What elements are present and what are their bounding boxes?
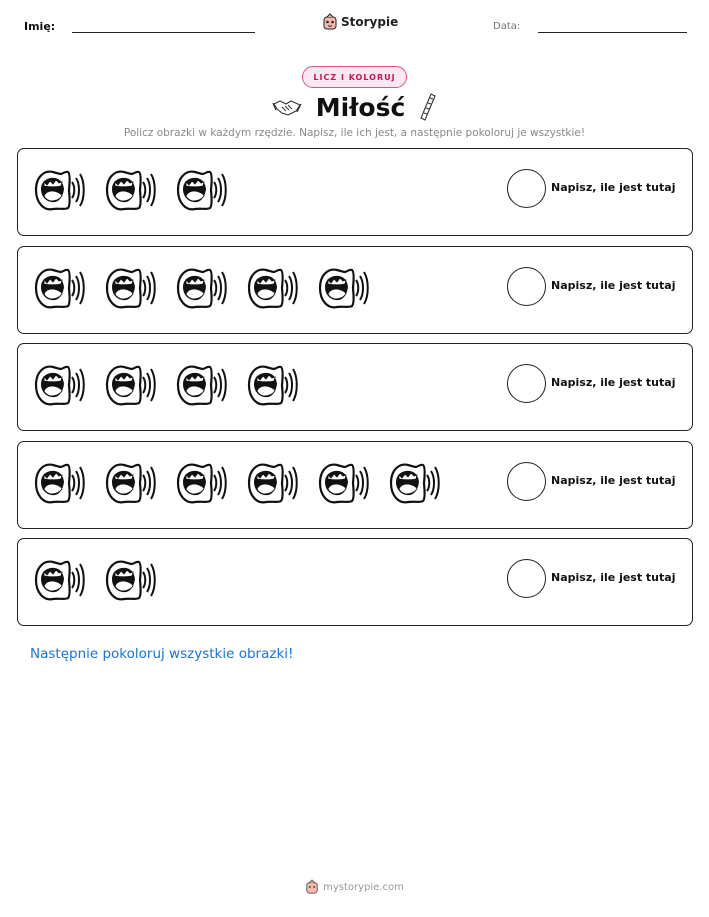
footer-note: Następnie pokoloruj wszystkie obrazki! <box>30 646 294 662</box>
row-icons <box>31 263 369 313</box>
speaking-mouth-icon <box>31 458 85 508</box>
speaking-mouth-icon <box>102 165 156 215</box>
speaking-mouth-icon <box>173 165 227 215</box>
counting-row <box>17 343 693 431</box>
name-line <box>72 32 255 33</box>
answer-circle[interactable] <box>507 169 546 208</box>
site-url: mystorypie.com <box>323 881 404 893</box>
answer-circle[interactable] <box>507 559 546 598</box>
speaking-mouth-icon <box>102 555 156 605</box>
answer-circle[interactable] <box>507 267 546 306</box>
speaking-mouth-icon <box>173 360 227 410</box>
answer-label: Napisz, ile jest tutaj <box>551 181 676 194</box>
answer-circle[interactable] <box>507 364 546 403</box>
brand-logo <box>322 12 398 32</box>
title-row <box>0 89 709 125</box>
handshake-icon <box>272 96 302 118</box>
storypie-mascot-icon <box>322 13 338 31</box>
counting-row <box>17 246 693 334</box>
answer-circle[interactable] <box>507 462 546 501</box>
answer-label: Napisz, ile jest tutaj <box>551 473 676 487</box>
speaking-mouth-icon <box>315 458 369 508</box>
row-icons <box>31 165 227 215</box>
worksheet-header <box>0 0 709 50</box>
speaking-mouth-icon <box>31 165 85 215</box>
date-line <box>538 32 687 33</box>
name-label: Imię: <box>24 20 56 33</box>
speaking-mouth-icon <box>31 555 85 605</box>
row-icons <box>31 458 440 508</box>
answer-label: Napisz, ile jest tutaj <box>551 278 676 292</box>
speaking-mouth-icon <box>315 263 369 313</box>
answer-label: Napisz, ile jest tutaj <box>551 376 676 390</box>
row-icons <box>31 360 298 410</box>
activity-tag: LICZ I KOLORUJ <box>302 66 407 88</box>
row-icons <box>31 555 156 605</box>
speaking-mouth-icon <box>244 263 298 313</box>
counting-row <box>17 538 693 626</box>
speaking-mouth-icon <box>173 458 227 508</box>
instructions: Policz obrazki w każdym rzędzie. Napisz, ile ich jest, a następnie pokoloruj je wszystkie! <box>123 127 586 139</box>
counting-row <box>17 441 693 529</box>
speaking-mouth-icon <box>102 458 156 508</box>
speaking-mouth-icon <box>244 458 298 508</box>
speaking-mouth-icon <box>102 360 156 410</box>
answer-label: Napisz, ile jest tutaj <box>551 571 676 585</box>
date-label: Data: <box>493 21 521 32</box>
ribbon-icon <box>419 92 437 122</box>
storypie-mascot-icon <box>305 879 319 895</box>
speaking-mouth-icon <box>244 360 298 410</box>
speaking-mouth-icon <box>102 263 156 313</box>
speaking-mouth-icon <box>31 360 85 410</box>
site-footer <box>0 879 709 895</box>
brand-name: Storypie <box>341 15 399 29</box>
speaking-mouth-icon <box>386 458 440 508</box>
counting-row <box>17 148 693 236</box>
speaking-mouth-icon <box>31 263 85 313</box>
worksheet-title: Miłość <box>315 92 406 122</box>
speaking-mouth-icon <box>173 263 227 313</box>
